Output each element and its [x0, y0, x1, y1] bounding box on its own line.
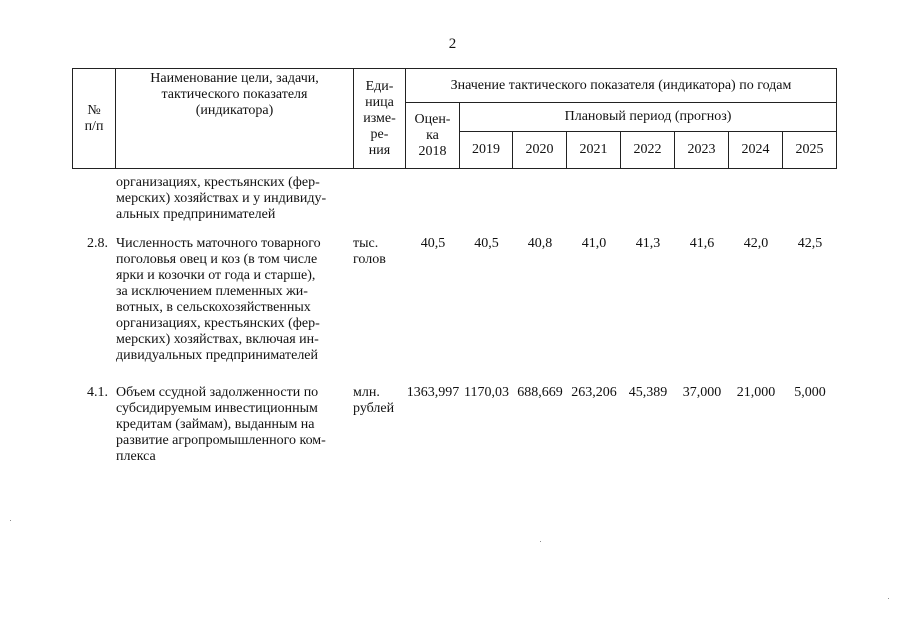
row-number: 2.8.	[87, 236, 108, 251]
row-value: 21,000	[736, 385, 776, 400]
indicator-table-header	[72, 68, 837, 169]
row-value: 45,389	[628, 385, 668, 400]
header-estimate-text: Оцен- ка 2018	[414, 111, 451, 159]
header-value-title: Значение тактического показателя (индикатора) по годам	[406, 69, 837, 103]
header-year: 2022	[621, 132, 675, 169]
continuation-name: организациях, крестьянских (фер- мерских) хозяйствах и у индивиду- альных предпринимателей	[116, 175, 327, 222]
row-value: 688,669	[517, 385, 563, 400]
row-value: 1170,03	[464, 385, 509, 400]
scan-speck	[888, 598, 889, 599]
header-unit	[354, 69, 406, 169]
row-value: 5,000	[794, 385, 826, 400]
row-unit: млн. рублей	[353, 385, 395, 416]
header-year: 2025	[783, 132, 837, 169]
row-value: 41,0	[581, 236, 607, 251]
header-plan-title: Плановый период (прогноз)	[460, 103, 837, 132]
header-year: 2020	[513, 132, 567, 169]
row-value: 40,5	[474, 236, 499, 251]
row-name: Численность маточного товарного поголовья овец и коз (в том числе ярки и козочки от года и старше), за исключением племенных жи- вотных, в сельскохозяйственных организациях, крестьянских (фер- мерских) хозяйствах, включая ин- дивидуальных предпринимателей	[116, 236, 321, 363]
scan-speck	[540, 541, 541, 542]
row-value: 37,000	[682, 385, 722, 400]
page-number: 2	[448, 36, 457, 52]
scan-speck	[10, 520, 11, 521]
header-num	[73, 69, 116, 169]
header-name-text: Наименование цели, задачи, тактического показателя (индикатора)	[150, 71, 319, 118]
header-year: 2023	[675, 132, 729, 169]
row-value: 1363,997	[406, 385, 460, 400]
row-value: 41,6	[689, 236, 715, 251]
row-value: 41,3	[635, 236, 661, 251]
header-year: 2019	[460, 132, 513, 169]
row-value: 42,5	[797, 236, 823, 251]
row-value: 40,8	[527, 236, 553, 251]
row-value: 263,206	[571, 385, 617, 400]
header-num-text: № п/п	[84, 102, 104, 134]
row-value: 42,0	[743, 236, 769, 251]
header-unit-text: Еди- ница изме- ре- ния	[363, 78, 396, 158]
header-year: 2024	[729, 132, 783, 169]
header-estimate	[406, 103, 460, 169]
row-name: Объем ссудной задолженности по субсидируемым инвестиционным кредитам (займам), выданным на развитие агропромышленного ком- плекса	[116, 385, 326, 464]
header-name	[116, 69, 354, 169]
row-value: 40,5	[420, 236, 446, 251]
header-year: 2021	[567, 132, 621, 169]
row-unit: тыс. голов	[353, 236, 386, 267]
row-number: 4.1.	[87, 385, 108, 400]
